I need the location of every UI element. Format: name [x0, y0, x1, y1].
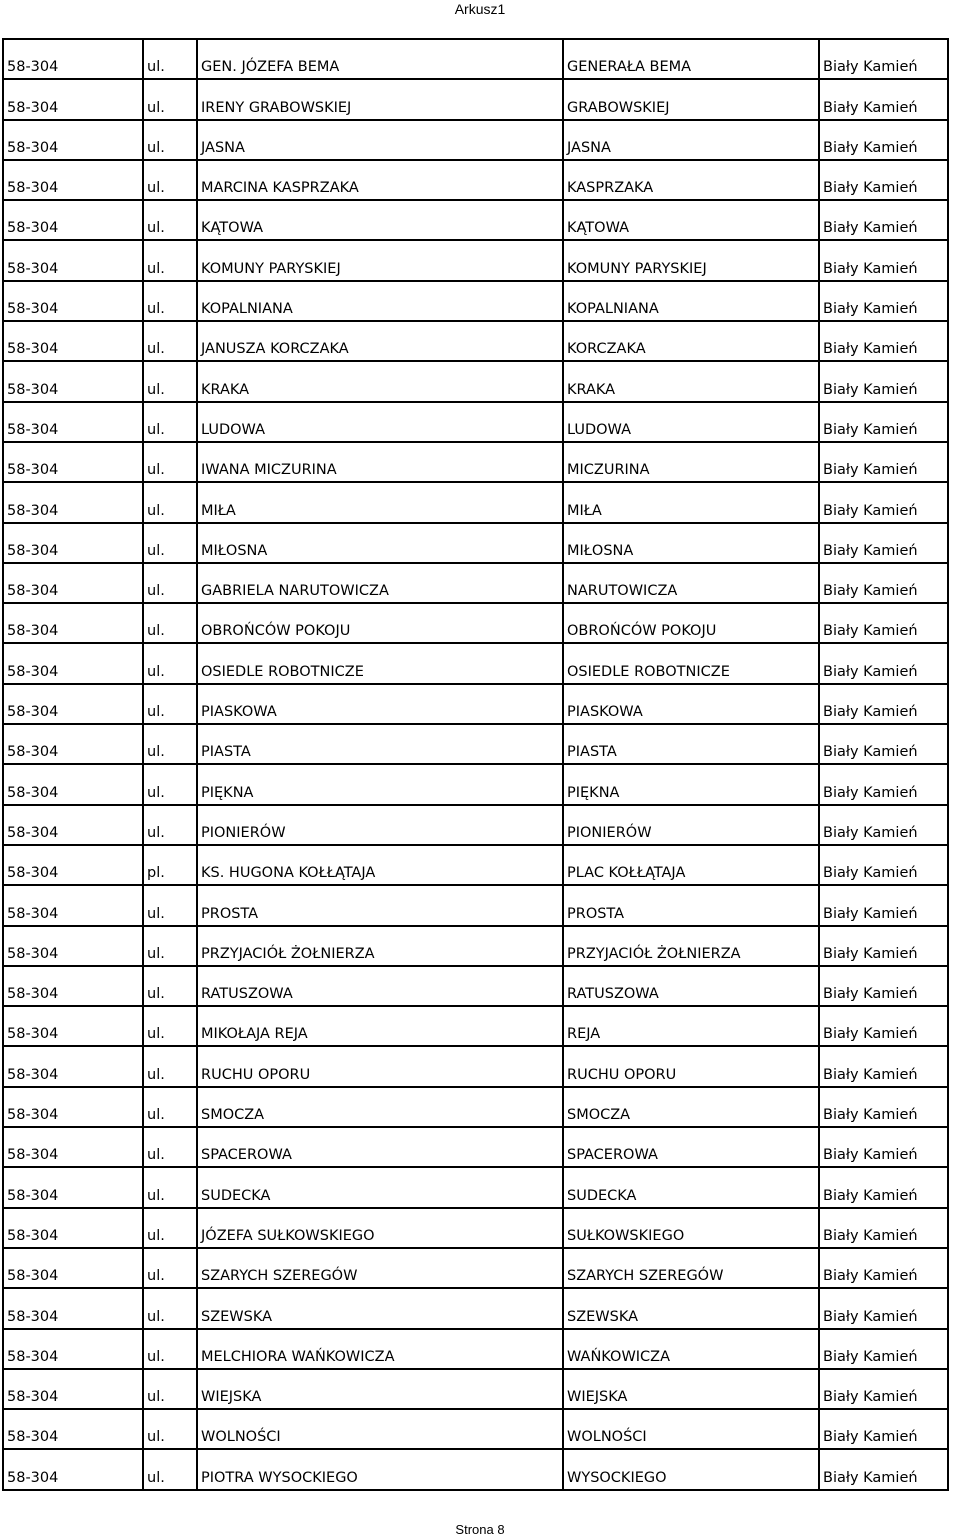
zip-code-cell[interactable]: 58-304 — [3, 361, 143, 401]
table-row — [3, 1127, 948, 1167]
street-short-name-cell[interactable]: PIONIERÓW — [563, 805, 819, 845]
table-row — [3, 523, 948, 563]
street-prefix-cell[interactable]: ul. — [143, 563, 197, 603]
table-row — [3, 1046, 948, 1086]
street-full-name-cell[interactable]: PIONIERÓW — [197, 805, 563, 845]
street-prefix-cell[interactable]: ul. — [143, 79, 197, 119]
street-prefix-cell[interactable]: ul. — [143, 1046, 197, 1086]
street-prefix-cell[interactable]: ul. — [143, 1369, 197, 1409]
street-prefix-cell[interactable]: ul. — [143, 1006, 197, 1046]
street-full-name-cell[interactable]: PIOTRA WYSOCKIEGO — [197, 1449, 563, 1489]
city-cell[interactable]: Biały Kamień — [819, 1167, 948, 1207]
zip-code-cell[interactable]: 58-304 — [3, 120, 143, 160]
street-prefix-cell[interactable]: ul. — [143, 1087, 197, 1127]
table-row — [3, 1006, 948, 1046]
street-prefix-cell[interactable]: ul. — [143, 482, 197, 522]
city-cell[interactable]: Biały Kamień — [819, 1006, 948, 1046]
zip-code-cell[interactable]: 58-304 — [3, 1127, 143, 1167]
zip-code-cell[interactable]: 58-304 — [3, 926, 143, 966]
table-row — [3, 79, 948, 119]
street-short-name-cell[interactable]: KASPRZAKA — [563, 160, 819, 200]
street-prefix-cell[interactable]: ul. — [143, 603, 197, 643]
street-full-name-cell[interactable]: PROSTA — [197, 885, 563, 925]
table-row — [3, 240, 948, 280]
street-short-name-cell[interactable]: SMOCZA — [563, 1087, 819, 1127]
city-cell[interactable]: Biały Kamień — [819, 402, 948, 442]
street-full-name-cell[interactable]: IRENY GRABOWSKIEJ — [197, 79, 563, 119]
zip-code-cell[interactable]: 58-304 — [3, 402, 143, 442]
street-short-name-cell[interactable]: MICZURINA — [563, 442, 819, 482]
table-row — [3, 724, 948, 764]
city-cell[interactable]: Biały Kamień — [819, 805, 948, 845]
street-full-name-cell[interactable]: JASNA — [197, 120, 563, 160]
street-prefix-cell[interactable]: ul. — [143, 885, 197, 925]
street-full-name-cell[interactable]: MIKOŁAJA REJA — [197, 1006, 563, 1046]
zip-code-cell[interactable]: 58-304 — [3, 1208, 143, 1248]
table-row — [3, 200, 948, 240]
zip-code-cell[interactable]: 58-304 — [3, 845, 143, 885]
zip-code-cell[interactable]: 58-304 — [3, 1369, 143, 1409]
street-full-name-cell[interactable]: MIŁOSNA — [197, 523, 563, 563]
street-prefix-cell[interactable]: ul. — [143, 1288, 197, 1328]
street-short-name-cell[interactable]: RUCHU OPORU — [563, 1046, 819, 1086]
zip-code-cell[interactable]: 58-304 — [3, 482, 143, 522]
zip-code-cell[interactable]: 58-304 — [3, 1087, 143, 1127]
street-prefix-cell[interactable]: ul. — [143, 1409, 197, 1449]
street-full-name-cell[interactable]: OBROŃCÓW POKOJU — [197, 603, 563, 643]
street-prefix-cell[interactable]: ul. — [143, 200, 197, 240]
table-row — [3, 160, 948, 200]
street-full-name-cell[interactable]: WIEJSKA — [197, 1369, 563, 1409]
street-prefix-cell[interactable]: ul. — [143, 402, 197, 442]
street-short-name-cell[interactable]: PIĘKNA — [563, 764, 819, 804]
street-full-name-cell[interactable]: PIASKOWA — [197, 684, 563, 724]
city-cell[interactable]: Biały Kamień — [819, 845, 948, 885]
street-short-name-cell[interactable]: JASNA — [563, 120, 819, 160]
street-short-name-cell[interactable]: WIEJSKA — [563, 1369, 819, 1409]
city-cell[interactable]: Biały Kamień — [819, 1288, 948, 1328]
zip-code-cell[interactable]: 58-304 — [3, 523, 143, 563]
zip-code-cell[interactable]: 58-304 — [3, 1046, 143, 1086]
table-row — [3, 1208, 948, 1248]
table-row — [3, 442, 948, 482]
zip-code-cell[interactable]: 58-304 — [3, 684, 143, 724]
street-full-name-cell[interactable]: MELCHIORA WAŃKOWICZA — [197, 1329, 563, 1369]
zip-code-cell[interactable]: 58-304 — [3, 1006, 143, 1046]
zip-code-cell[interactable]: 58-304 — [3, 724, 143, 764]
table-row — [3, 1369, 948, 1409]
table-row — [3, 1449, 948, 1489]
street-full-name-cell[interactable]: KRAKA — [197, 361, 563, 401]
zip-code-cell[interactable]: 58-304 — [3, 764, 143, 804]
page-number: Strona 8 — [455, 1522, 505, 1537]
zip-code-cell[interactable]: 58-304 — [3, 1167, 143, 1207]
street-full-name-cell[interactable]: OSIEDLE ROBOTNICZE — [197, 643, 563, 683]
zip-code-cell[interactable]: 58-304 — [3, 885, 143, 925]
table-row — [3, 885, 948, 925]
zip-code-cell[interactable]: 58-304 — [3, 281, 143, 321]
city-cell[interactable]: Biały Kamień — [819, 1087, 948, 1127]
city-cell[interactable]: Biały Kamień — [819, 482, 948, 522]
street-prefix-cell[interactable]: ul. — [143, 764, 197, 804]
table-row — [3, 603, 948, 643]
city-cell[interactable]: Biały Kamień — [819, 885, 948, 925]
table-row — [3, 1288, 948, 1328]
zip-code-cell[interactable]: 58-304 — [3, 442, 143, 482]
city-cell[interactable]: Biały Kamień — [819, 79, 948, 119]
street-prefix-cell[interactable]: ul. — [143, 1167, 197, 1207]
table-row — [3, 926, 948, 966]
street-prefix-cell[interactable]: ul. — [143, 361, 197, 401]
city-cell[interactable]: Biały Kamień — [819, 39, 948, 79]
zip-code-cell[interactable]: 58-304 — [3, 966, 143, 1006]
city-cell[interactable]: Biały Kamień — [819, 1127, 948, 1167]
zip-code-cell[interactable]: 58-304 — [3, 1449, 143, 1489]
table-row — [3, 1248, 948, 1288]
street-prefix-cell[interactable]: ul. — [143, 724, 197, 764]
zip-code-cell[interactable]: 58-304 — [3, 805, 143, 845]
table-row — [3, 1409, 948, 1449]
table-row — [3, 402, 948, 442]
street-short-name-cell[interactable]: OSIEDLE ROBOTNICZE — [563, 643, 819, 683]
street-short-name-cell[interactable]: PIASKOWA — [563, 684, 819, 724]
street-full-name-cell[interactable]: JANUSZA KORCZAKA — [197, 321, 563, 361]
street-full-name-cell[interactable]: GEN. JÓZEFA BEMA — [197, 39, 563, 79]
city-cell[interactable]: Biały Kamień — [819, 1369, 948, 1409]
street-short-name-cell[interactable]: SPACEROWA — [563, 1127, 819, 1167]
city-cell[interactable]: Biały Kamień — [819, 200, 948, 240]
table-row — [3, 643, 948, 683]
city-cell[interactable]: Biały Kamień — [819, 523, 948, 563]
table-row — [3, 966, 948, 1006]
street-prefix-cell[interactable]: ul. — [143, 442, 197, 482]
city-cell[interactable]: Biały Kamień — [819, 240, 948, 280]
table-row — [3, 563, 948, 603]
street-short-name-cell[interactable]: OBROŃCÓW POKOJU — [563, 603, 819, 643]
street-prefix-cell[interactable]: ul. — [143, 684, 197, 724]
table-row — [3, 361, 948, 401]
street-short-name-cell[interactable]: SUŁKOWSKIEGO — [563, 1208, 819, 1248]
city-cell[interactable]: Biały Kamień — [819, 926, 948, 966]
street-short-name-cell[interactable]: PIASTA — [563, 724, 819, 764]
table-row — [3, 1087, 948, 1127]
city-cell[interactable]: Biały Kamień — [819, 724, 948, 764]
street-short-name-cell[interactable]: WOLNOŚCI — [563, 1409, 819, 1449]
street-short-name-cell[interactable]: REJA — [563, 1006, 819, 1046]
zip-code-cell[interactable]: 58-304 — [3, 39, 143, 79]
street-full-name-cell[interactable]: PRZYJACIÓŁ ŻOŁNIERZA — [197, 926, 563, 966]
street-prefix-cell[interactable]: ul. — [143, 321, 197, 361]
street-full-name-cell[interactable]: SZEWSKA — [197, 1288, 563, 1328]
street-short-name-cell[interactable]: SZEWSKA — [563, 1288, 819, 1328]
street-full-name-cell[interactable]: MIŁA — [197, 482, 563, 522]
street-full-name-cell[interactable]: KOPALNIANA — [197, 281, 563, 321]
street-prefix-cell[interactable]: ul. — [143, 1449, 197, 1489]
city-cell[interactable]: Biały Kamień — [819, 603, 948, 643]
zip-code-cell[interactable]: 58-304 — [3, 643, 143, 683]
street-full-name-cell[interactable]: SMOCZA — [197, 1087, 563, 1127]
city-cell[interactable]: Biały Kamień — [819, 120, 948, 160]
street-short-name-cell[interactable]: LUDOWA — [563, 402, 819, 442]
street-short-name-cell[interactable]: GRABOWSKIEJ — [563, 79, 819, 119]
zip-code-cell[interactable]: 58-304 — [3, 1288, 143, 1328]
street-prefix-cell[interactable]: ul. — [143, 160, 197, 200]
street-full-name-cell[interactable]: SUDECKA — [197, 1167, 563, 1207]
city-cell[interactable]: Biały Kamień — [819, 160, 948, 200]
street-prefix-cell[interactable]: ul. — [143, 1127, 197, 1167]
table-row — [3, 1167, 948, 1207]
street-short-name-cell[interactable]: KĄTOWA — [563, 200, 819, 240]
city-cell[interactable]: Biały Kamień — [819, 1248, 948, 1288]
street-prefix-cell[interactable]: ul. — [143, 281, 197, 321]
table-row — [3, 39, 948, 79]
street-full-name-cell[interactable]: SPACEROWA — [197, 1127, 563, 1167]
street-short-name-cell[interactable]: PROSTA — [563, 885, 819, 925]
zip-code-cell[interactable]: 58-304 — [3, 200, 143, 240]
street-prefix-cell[interactable]: ul. — [143, 1329, 197, 1369]
street-prefix-cell[interactable]: ul. — [143, 643, 197, 683]
street-full-name-cell[interactable]: MARCINA KASPRZAKA — [197, 160, 563, 200]
street-short-name-cell[interactable]: SZARYCH SZEREGÓW — [563, 1248, 819, 1288]
street-full-name-cell[interactable]: KS. HUGONA KOŁŁĄTAJA — [197, 845, 563, 885]
city-cell[interactable]: Biały Kamień — [819, 643, 948, 683]
street-short-name-cell[interactable]: WYSOCKIEGO — [563, 1449, 819, 1489]
street-short-name-cell[interactable]: PLAC KOŁŁĄTAJA — [563, 845, 819, 885]
street-prefix-cell[interactable]: ul. — [143, 926, 197, 966]
street-short-name-cell[interactable]: NARUTOWICZA — [563, 563, 819, 603]
street-full-name-cell[interactable]: SZARYCH SZEREGÓW — [197, 1248, 563, 1288]
street-prefix-cell[interactable]: ul. — [143, 966, 197, 1006]
table-row — [3, 805, 948, 845]
street-full-name-cell[interactable]: PIASTA — [197, 724, 563, 764]
zip-code-cell[interactable]: 58-304 — [3, 79, 143, 119]
street-short-name-cell[interactable]: KOPALNIANA — [563, 281, 819, 321]
street-prefix-cell[interactable]: ul. — [143, 523, 197, 563]
zip-code-cell[interactable]: 58-304 — [3, 160, 143, 200]
street-prefix-cell[interactable]: ul. — [143, 120, 197, 160]
street-full-name-cell[interactable]: KĄTOWA — [197, 200, 563, 240]
street-prefix-cell[interactable]: ul. — [143, 240, 197, 280]
street-short-name-cell[interactable]: PRZYJACIÓŁ ŻOŁNIERZA — [563, 926, 819, 966]
street-prefix-cell[interactable]: pl. — [143, 845, 197, 885]
street-table-body — [3, 39, 948, 1490]
street-prefix-cell[interactable]: ul. — [143, 805, 197, 845]
zip-code-cell[interactable]: 58-304 — [3, 1248, 143, 1288]
table-row — [3, 281, 948, 321]
street-short-name-cell[interactable]: SUDECKA — [563, 1167, 819, 1207]
street-prefix-cell[interactable]: ul. — [143, 1208, 197, 1248]
city-cell[interactable]: Biały Kamień — [819, 1329, 948, 1369]
zip-code-cell[interactable]: 58-304 — [3, 321, 143, 361]
table-row — [3, 120, 948, 160]
sheet-title: Arkusz1 — [454, 1, 506, 17]
table-row — [3, 845, 948, 885]
street-full-name-cell[interactable]: GABRIELA NARUTOWICZA — [197, 563, 563, 603]
city-cell[interactable]: Biały Kamień — [819, 281, 948, 321]
table-row — [3, 482, 948, 522]
city-cell[interactable]: Biały Kamień — [819, 361, 948, 401]
street-full-name-cell[interactable]: LUDOWA — [197, 402, 563, 442]
street-full-name-cell[interactable]: JÓZEFA SUŁKOWSKIEGO — [197, 1208, 563, 1248]
street-full-name-cell[interactable]: WOLNOŚCI — [197, 1409, 563, 1449]
city-cell[interactable]: Biały Kamień — [819, 1409, 948, 1449]
city-cell[interactable]: Biały Kamień — [819, 966, 948, 1006]
street-table — [2, 38, 949, 1491]
table-row — [3, 1329, 948, 1369]
street-full-name-cell[interactable]: KOMUNY PARYSKIEJ — [197, 240, 563, 280]
street-short-name-cell[interactable]: MIŁOSNA — [563, 523, 819, 563]
city-cell[interactable]: Biały Kamień — [819, 442, 948, 482]
street-prefix-cell[interactable]: ul. — [143, 1248, 197, 1288]
city-cell[interactable]: Biały Kamień — [819, 764, 948, 804]
street-prefix-cell[interactable]: ul. — [143, 39, 197, 79]
street-short-name-cell[interactable]: KRAKA — [563, 361, 819, 401]
city-cell[interactable]: Biały Kamień — [819, 321, 948, 361]
zip-code-cell[interactable]: 58-304 — [3, 1409, 143, 1449]
city-cell[interactable]: Biały Kamień — [819, 1449, 948, 1489]
zip-code-cell[interactable]: 58-304 — [3, 240, 143, 280]
city-cell[interactable]: Biały Kamień — [819, 1046, 948, 1086]
city-cell[interactable]: Biały Kamień — [819, 684, 948, 724]
street-short-name-cell[interactable]: KOMUNY PARYSKIEJ — [563, 240, 819, 280]
table-row — [3, 321, 948, 361]
zip-code-cell[interactable]: 58-304 — [3, 563, 143, 603]
city-cell[interactable]: Biały Kamień — [819, 563, 948, 603]
street-short-name-cell[interactable]: GENERAŁA BEMA — [563, 39, 819, 79]
street-full-name-cell[interactable]: IWANA MICZURINA — [197, 442, 563, 482]
zip-code-cell[interactable]: 58-304 — [3, 1329, 143, 1369]
street-full-name-cell[interactable]: RATUSZOWA — [197, 966, 563, 1006]
street-short-name-cell[interactable]: RATUSZOWA — [563, 966, 819, 1006]
street-short-name-cell[interactable]: MIŁA — [563, 482, 819, 522]
table-row — [3, 684, 948, 724]
zip-code-cell[interactable]: 58-304 — [3, 603, 143, 643]
street-short-name-cell[interactable]: KORCZAKA — [563, 321, 819, 361]
street-full-name-cell[interactable]: RUCHU OPORU — [197, 1046, 563, 1086]
table-row — [3, 764, 948, 804]
street-short-name-cell[interactable]: WAŃKOWICZA — [563, 1329, 819, 1369]
city-cell[interactable]: Biały Kamień — [819, 1208, 948, 1248]
street-full-name-cell[interactable]: PIĘKNA — [197, 764, 563, 804]
